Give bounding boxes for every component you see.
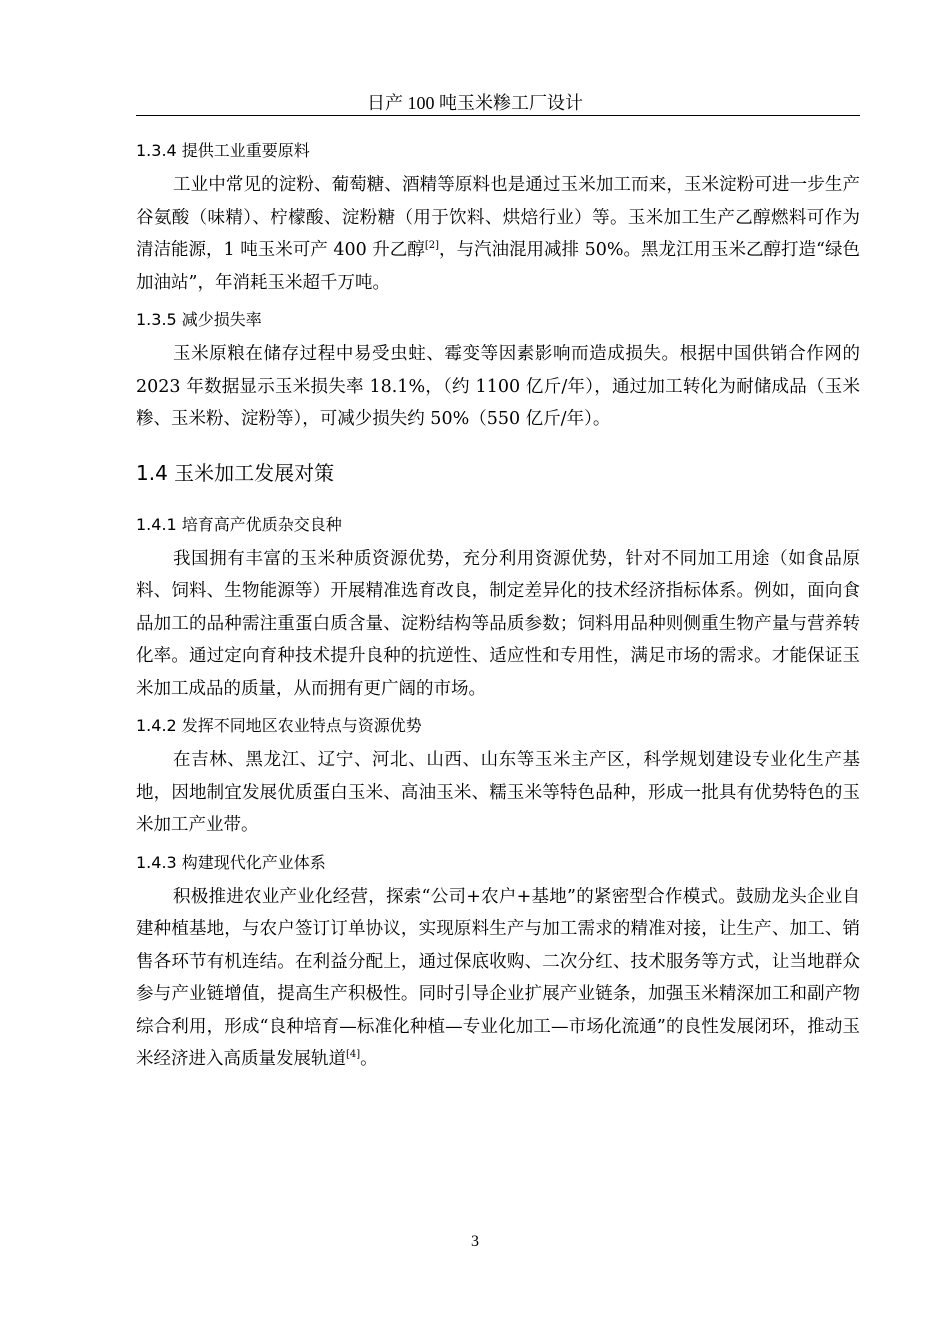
paragraph-1-4-3 [136,881,860,1076]
heading-1-4-3: 1.4.3 构建现代化产业体系 [136,852,326,872]
paragraph-1-4-3-text-b: 。 [360,1049,378,1069]
heading-1-3-5: 1.3.5 减少损失率 [136,310,262,329]
running-header-title: 日产 100 吨玉米糁工厂设计 [367,93,583,113]
citation-2[interactable]: [2] [424,240,439,252]
citation-4[interactable]: [4] [346,1049,361,1061]
paragraph-1-3-4 [136,169,860,299]
paragraph-1-4-3-text-a: 积极推进农业产业化经营，探索“公司+农户+基地”的紧密型合作模式。鼓励龙头企业自建种植基地，与农户签订订单协议，实现原料生产与加工需求的精准对接，让生产、加工、销售各环节有机连结。在利益分配上，通过保底收购、二次分红、技术服务等方式，让当地群众参与产业链增值，提高生产积极性。同时引导企业扩展产业链条，加强玉米精深加工和副产物综合利用，形成“良种培育—标准化种植—专业化加工—市场化流通”的良性发展闭环，推动玉米经济进入高质量发展轨道 [136,886,860,1069]
heading-1-4-1: 1.4.1 培育高产优质杂交良种 [136,514,342,534]
paragraph-1-3-4-text-b: ，与汽油混用减排 50%。黑龙江用玉米乙醇打造“绿色加油站”，年消耗玉米超千万吨。 [136,240,861,293]
header-rule [136,115,860,116]
paragraph-1-3-4-text-a: 工业中常见的淀粉、葡萄糖、酒精等原料也是通过玉米加工而来，玉米淀粉可进一步生产谷氨酸（味精）、柠檬酸、淀粉糖（用于饮料、烘焙行业）等。玉米加工生产乙醇燃料可作为清洁能源，1 吨玉米可产 400 升乙醇 [136,175,860,260]
paragraph-1-4-2: 在吉林、黑龙江、辽宁、河北、山西、山东等玉米主产区，科学规划建设专业化生产基地，因地制宜发展优质蛋白玉米、高油玉米、糯玉米等特色品种，形成一批具有优势特色的玉米加工产业带。 [136,750,860,835]
heading-1-4: 1.4 玉米加工发展对策 [136,460,335,485]
paragraph-1-4-1: 我国拥有丰富的玉米种质资源优势，充分利用资源优势，针对不同加工用途（如食品原料、饲料、生物能源等）开展精准选育改良，制定差异化的技术经济指标体系。例如，面向食品加工的品种需注重蛋白质含量、淀粉结构等品质参数；饲料用品种则侧重生物产量与营养转化率。通过定向育种技术提升良种的抗逆性、适应性和专用性，满足市场的需求。才能保证玉米加工成品的质量，从而拥有更广阔的市场。 [136,548,860,699]
page-number: 3 [471,1233,479,1250]
document-body [136,133,860,1079]
paragraph-1-3-5: 玉米原粮在储存过程中易受虫蛀、霉变等因素影响而造成损失。根据中国供销合作网的 2023 年数据显示玉米损失率 18.1%，（约 1100 亿斤/年），通过加工转化为耐储成品（玉米糁、玉米粉、淀粉等），可减少损失约 50%（550 亿斤/年）。 [136,344,860,429]
heading-1-3-4: 1.3.4 提供工业重要原料 [136,141,310,160]
heading-1-4-2: 1.4.2 发挥不同地区农业特点与资源优势 [136,716,422,735]
